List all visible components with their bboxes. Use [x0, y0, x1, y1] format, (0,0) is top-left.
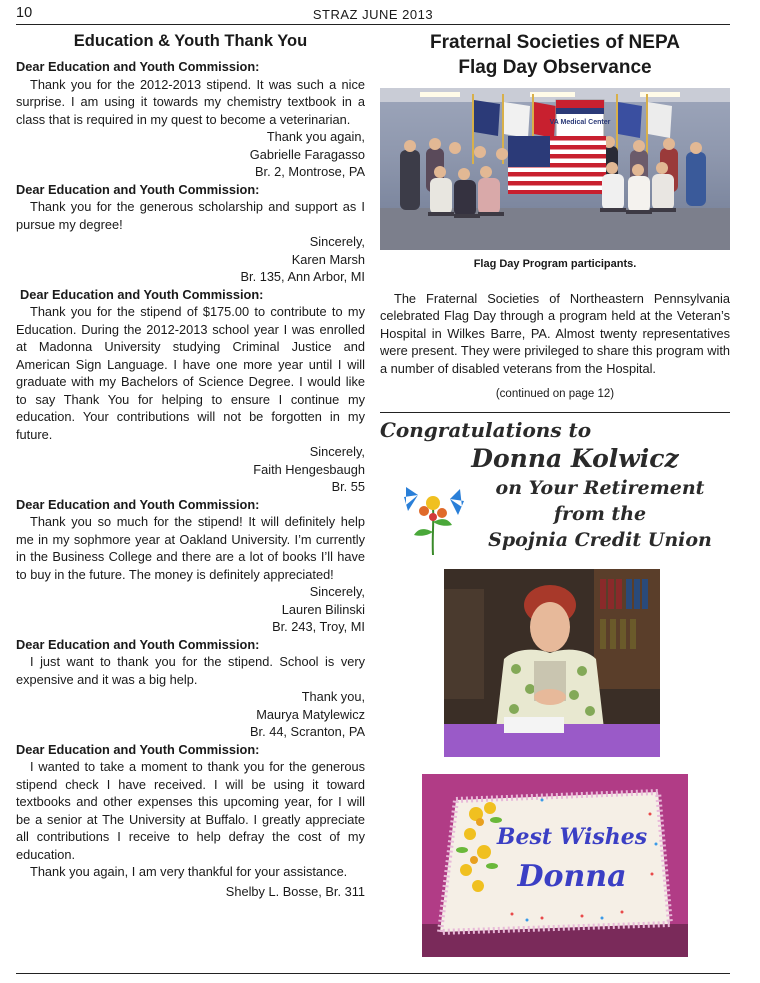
- letter: [16, 181, 365, 286]
- congrats-heading: Congratulations to: [380, 417, 592, 442]
- page-number: 10: [16, 5, 33, 21]
- article-title-line: Fraternal Societies of NEPA: [430, 32, 680, 53]
- letter-branch: Br. 135, Ann Arbor, MI: [240, 269, 365, 284]
- letter-salutation: Dear Education and Youth Commission:: [16, 59, 260, 74]
- cake-message-line: Best Wishes: [496, 823, 648, 850]
- retirement-block: [380, 475, 730, 553]
- letter-salutation: Dear Education and Youth Commission:: [16, 496, 260, 512]
- letter-body: Thank you for the 2012-2013 stipend. It was such a nice surprise. I am using it towards my chemistry textbook in a class that is required in my quest to become a veterinarian.: [16, 76, 365, 127]
- letter-salutation: Dear Education and Youth Commission:: [20, 286, 264, 302]
- right-column: [380, 30, 730, 957]
- letter-closing: Thank you again,: [266, 129, 365, 144]
- retirement-line: Spojnia Credit Union: [488, 528, 712, 551]
- retiree-photo: [444, 569, 660, 757]
- article-title-line: Flag Day Observance: [458, 57, 652, 78]
- letter-signer: Karen Marsh: [291, 251, 365, 267]
- cake-photo-graphic: [422, 774, 688, 957]
- letter-closing: Sincerely,: [309, 584, 365, 599]
- article-body: The Fraternal Societies of Northeastern Pennsylvania celebrated Flag Day through a program held at the Veteran’s Hospital in Wilkes Barre, PA. Almost twenty representatives were present. They were privileged to share this program with a number of disabled veterans from the Hospital.: [380, 290, 730, 376]
- letter: [16, 496, 365, 636]
- letter-branch: Br. 44, Scranton, PA: [250, 724, 365, 739]
- page-header: [16, 4, 730, 25]
- letter: [16, 286, 365, 496]
- letter-closing: Thank you,: [301, 689, 365, 704]
- photo-caption: Flag Day Program participants.: [473, 258, 637, 270]
- letter-body: I just want to thank you for the stipend. School is very expensive and it was a big help.: [16, 654, 365, 687]
- letter-salutation: Dear Education and Youth Commission:: [16, 181, 260, 197]
- letter: [16, 58, 365, 181]
- cake-message-line: Donna: [517, 858, 627, 894]
- letter-body: Thank you for the stipend of $175.00 to contribute to my Education. During the 2012-2013 school year I was enrolled at Madonna University studying Criminal Justice and American Sign Language. I have one more year until I will graduate with my Bachelors of Science Degree. I would like to say Thank You for helping to ensure I continue my education. Your contributions will not be forgotten in my future.: [16, 304, 365, 442]
- letter-body: Thank you again, I am very thankful for your assistance.: [30, 864, 348, 879]
- letter-branch: Br. 243, Troy, MI: [272, 619, 365, 634]
- letter-signer: Gabrielle Faragasso: [249, 146, 365, 162]
- letter-branch: Br. 55: [331, 479, 365, 494]
- retiree-name: Donna Kolwicz: [471, 443, 679, 473]
- butterfly-flower-icon: [398, 477, 468, 557]
- continued-note: (continued on page 12): [495, 388, 615, 400]
- letter: [16, 636, 365, 741]
- letter-closing: Sincerely,: [309, 444, 365, 459]
- section-title: Education & Youth Thank You: [73, 32, 308, 50]
- article-title: [380, 30, 730, 80]
- letter-signer: Shelby L. Bosse, Br. 311: [225, 883, 365, 899]
- letter-signer: Lauren Bilinski: [281, 601, 365, 617]
- letter-body: Thank you so much for the stipend! It will definitely help me in my sophmore year at Oakland University. I’m currently in the Business College and there are a lot of books I’ll have to buy in the future. The money is definitely appreciated!: [16, 514, 365, 582]
- retirement-line: from the: [553, 502, 647, 525]
- flag-day-photo: [380, 88, 730, 250]
- thank-you-column: [16, 30, 365, 900]
- flag-day-photo-graphic: [380, 88, 730, 250]
- letter-body: I wanted to take a moment to thank you for the generous stipend check I have received. I will be using it toward textbooks and other expenses this upcoming year, for I will be a senior at The University at Buffalo. I greatly appreciate all contributions I receive to help defray the cost of my education.: [16, 759, 365, 862]
- letter-signer: Faith Hengesbaugh: [253, 461, 365, 477]
- footer-rule: [16, 973, 730, 974]
- letter-signer: Maurya Matylewicz: [256, 706, 365, 722]
- cake-photo: [422, 774, 688, 957]
- retiree-photo-graphic: [444, 569, 660, 757]
- letter-body: Thank you for the generous scholarship and support as I pursue my degree!: [16, 199, 365, 232]
- issue-title: STRAZ JUNE 2013: [312, 7, 434, 22]
- letter-salutation: Dear Education and Youth Commission:: [16, 636, 260, 652]
- retirement-line: on Your Retirement: [495, 476, 705, 499]
- letter-salutation: Dear Education and Youth Commission:: [16, 741, 260, 757]
- letter-branch: Br. 2, Montrose, PA: [254, 164, 365, 179]
- va-sign-text: VA Medical Center: [549, 119, 611, 126]
- divider: [380, 412, 730, 413]
- letter-closing: Sincerely,: [309, 234, 365, 249]
- letter: [16, 741, 365, 901]
